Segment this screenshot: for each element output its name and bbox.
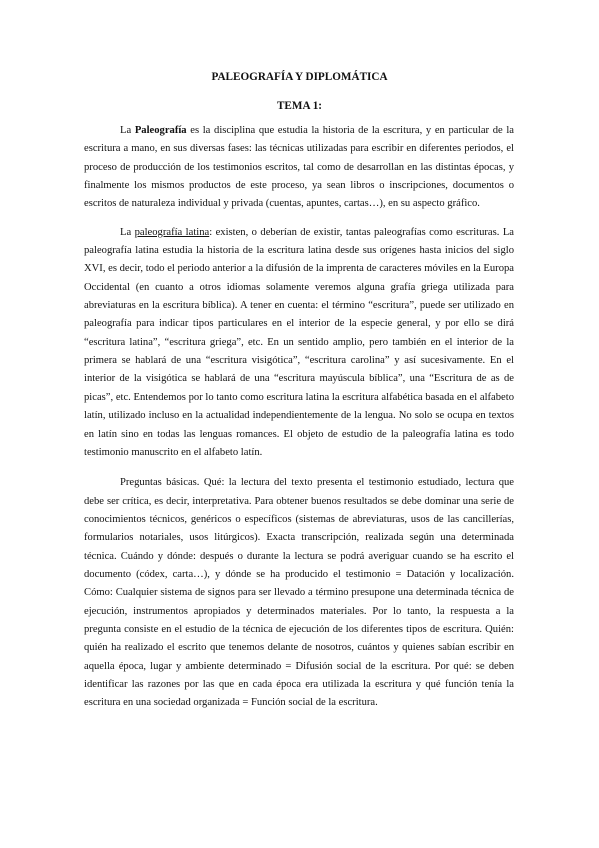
term-paleografia: Paleografía xyxy=(134,125,187,136)
paragraph-preguntas-basicas: Preguntas básicas. Qué: la lectura del texto presenta el testimonio estudiado, lectura que debe ser crítica, es decir, interpretativa. Para obtener buenos resultados se debe dominar una serie de conocimientos técnicos, genéricos o específicos (sistemas de abreviaturas, usos de las cancillerías, formularios notariales, usos litúrgicos). Exacta transcripción, realizada según una determinada técnica. Cuándo y dónde: después o durante la lectura se podrá averiguar cuando se ha escrito el documento (códex, carta…), y dónde se ha producido el testimonio = Datación y localización. Cómo: Cualquier sistema de signos para ser llevado a término presupone una determinada técnica de ejecución, instrumentos apropiados y determinados materiales. Por lo tanto, la respuesta a la pregunta consiste en el estudio de la técnica de ejecución de los diferentes tipos de escritura. Quién: quién ha realizado el escrito que tenemos delante de nosotros, cuántos y quienes sabían escribir en aquella época, lugar y ambiente determinado = Difusión social de la escritura. Por qué: se deben identificar las razones por las que en cada época era utilizada la escritura y qué función tenía la escritura en una sociedad organizada = Función social de la escritura. xyxy=(84,477,514,709)
paragraph-paleografia xyxy=(84,122,514,214)
term-paleografia-latina: paleografía latina xyxy=(134,226,210,238)
paragraph-prefix: La xyxy=(120,226,135,238)
paragraph-paleografia-latina xyxy=(84,224,514,462)
paragraph-text: : existen, o deberían de existir, tantas paleografías como escrituras. La paleografía latina estudia la historia de la escritura latina desde sus orígenes hasta inicios del siglo XVI, es decir, todo el periodo anterior a la difusión de la imprenta de caracteres móviles en la Europa Occidental (en cuanto a otros idiomas solamente veremos alguna grafía griega utilizada para abreviaturas en la escritura bíblica). A tener en cuenta: el término “escritura”, puede ser utilizado en paleografía para indicar tipos particulares en el interior de la especie general, y por ello se dirá “escritura latina”, “escritura griega”, etc. En un sentido amplio, pero también en el interior de la primera se hablará de una “escritura visigótica”, “escritura carolina” y así sucesivamente. En el interior de la visigótica se hablará de una “escritura mayúscula bíblica”, una “Escritura de as de picas”, etc. Entendemos por lo tanto como escritura latina la escritura alfabética basada en el alfabeto latín, utilizado incluso en la actualidad independientemente de la lengua. No solo se ocupa en textos en latín sino en todas las lenguas romances. El objeto de estudio de la paleografía latina es todo testimonio manuscrito en el alfabeto latín. xyxy=(84,226,514,458)
document-body xyxy=(84,122,514,723)
document-subtitle: TEMA 1: xyxy=(276,100,323,112)
paragraph-text: es la disciplina que estudia la historia de la escritura, y en particular de la escritura a mano, en sus diversas fases: las técnicas utilizadas para escribir en diferentes periodos, el proceso de producción de los testimonios escritos, tal como de desarrollan en las distintas épocas, y finalmente los mismos productos de este proceso, ya sean libros o inscripciones, documentos o escritos de naturaleza individual y privada (cuentas, apuntes, cartas…), en su aspecto gráfico. xyxy=(84,125,514,210)
paragraph-prefix: La xyxy=(120,125,135,136)
document-title: PALEOGRAFÍA Y DIPLOMÁTICA xyxy=(211,71,388,83)
